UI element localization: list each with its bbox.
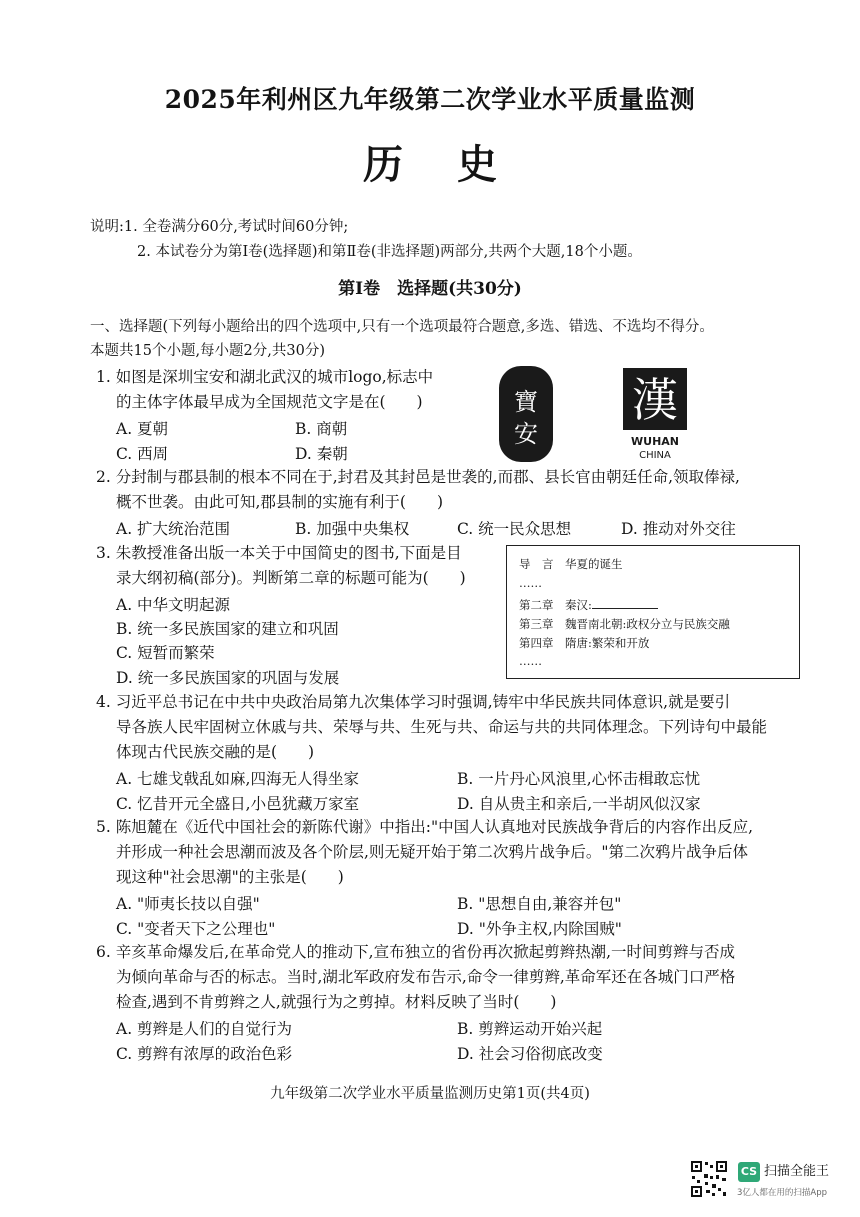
q5-stem-line-1: 5. 陈旭麓在《近代中国社会的新陈代谢》中指出:"中国人认真地对民族战争背后的内容作出反应, [96,818,753,836]
baoan-seal-logo [497,364,555,464]
q1-option-c: C. 西周 [116,445,169,463]
q4-stem-line-1: 4. 习近平总书记在中共中央政治局第九次集体学习时强调,铸牢中华民族共同体意识,就是要引 [96,693,731,711]
toc-row-ellipsis-2: …… [519,654,542,668]
instructions-line-2: 2. 本试卷分为第Ⅰ卷(选择题)和第Ⅱ卷(非选择题)两部分,共两个大题,18个小题。 [137,244,642,260]
q5-option-b: B. "思想自由,兼容并包" [457,895,622,913]
wuhan-logo-glyph: 漢 [632,373,678,427]
q2-option-d: D. 推动对外交往 [621,520,736,538]
q6-stem-line-3: 检查,遇到不肯剪辫之人,就强行为之剪掉。材料反映了当时( ) [116,993,557,1011]
q6-option-c: C. 剪辫有浓厚的政治色彩 [116,1045,293,1063]
q1-option-b: B. 商朝 [295,420,348,438]
toc-row-chapter-4: 第四章 隋唐:繁荣和开放 [519,636,650,650]
table-of-contents-box [506,545,800,679]
q5-option-c: C. "变者天下之公理也" [116,920,276,938]
toc-chapter-2-blank [592,597,658,609]
q2-option-b: B. 加强中央集权 [295,520,410,538]
q3-option-a: A. 中华文明起源 [116,596,231,614]
q1-stem-line-1: 1. 如图是深圳宝安和湖北武汉的城市logo,标志中 [96,368,434,386]
wuhan-logo-caption-2: CHINA [639,450,671,461]
q1-option-a: A. 夏朝 [116,420,169,438]
q2-stem-line-2: 概不世袭。由此可知,郡县制的实施有利于( ) [116,493,444,511]
q6-stem-line-2: 为倾向革命与否的标志。当时,湖北军政府发布告示,命令一律剪辫,革命军还在各城门口严格 [116,968,736,986]
camscanner-name: 扫描全能王 [764,1164,830,1179]
toc-chapter-2-label: 第二章 秦汉: [519,598,592,612]
q2-stem-line-1: 2. 分封制与郡县制的根本不同在于,封君及其封邑是世袭的,而郡、县长官由朝廷任命,领取俸禄, [96,468,740,486]
section-title: 第Ⅰ卷 选择题(共30分) [338,279,522,299]
q1-stem-line-2: 的主体字体最早成为全国规范文字是在( ) [116,393,423,411]
q2-option-a: A. 扩大统治范围 [116,520,231,538]
q3-stem-line-1: 3. 朱教授准备出版一本关于中国简史的图书,下面是目 [96,544,462,562]
q4-option-a: A. 七雄戈戟乱如麻,四海无人得坐家 [116,770,359,788]
q2-option-c: C. 统一民众思想 [457,520,572,538]
toc-row-intro: 导 言 华夏的诞生 [519,557,623,571]
toc-row-chapter-2 [519,597,658,613]
camscanner-logo: CS [738,1162,760,1182]
baoan-seal-glyph-1: 寶 [514,388,538,416]
q6-stem-line-1: 6. 辛亥革命爆发后,在革命党人的推动下,宣布独立的省份再次掀起剪辫热潮,一时间剪辫与否成 [96,943,735,961]
q4-stem-line-2: 导各族人民牢固树立休戚与共、荣辱与共、生死与共、命运与共的共同体理念。下列诗句中最能 [116,718,768,736]
q5-option-d: D. "外争主权,内除国贼" [457,920,622,938]
q6-option-d: D. 社会习俗彻底改变 [457,1045,603,1063]
q3-option-b: B. 统一多民族国家的建立和巩固 [116,620,339,638]
q5-stem-line-3: 现这种"社会思潮"的主张是( ) [116,868,344,886]
page-footer: 九年级第二次学业水平质量监测历史第1页(共4页) [270,1086,590,1102]
section-instructions-2: 本题共15个小题,每小题2分,共30分) [90,343,326,359]
q4-stem-line-3: 体现古代民族交融的是( ) [116,743,315,761]
q5-stem-line-2: 并形成一种社会思潮而波及各个阶层,则无疑开始于第二次鸦片战争后。"第二次鸦片战争后体 [116,843,749,861]
camscanner-tagline: 3亿人都在用的扫描App [737,1188,828,1198]
baoan-seal-glyph-2: 安 [514,420,538,448]
wuhan-logo [615,366,695,466]
q4-option-c: C. 忆昔开元全盛日,小邑犹藏万家室 [116,795,360,813]
q5-option-a: A. "师夷长技以自强" [116,895,260,913]
q3-stem-line-2: 录大纲初稿(部分)。判断第二章的标题可能为( ) [116,569,466,587]
q1-option-d: D. 秦朝 [295,445,348,463]
wuhan-logo-caption-1: WUHAN [631,435,679,448]
qr-code-icon [690,1160,728,1198]
toc-row-ellipsis-1: …… [519,576,542,590]
q3-option-d: D. 统一多民族国家的巩固与发展 [116,669,340,687]
exam-title: 2025年利州区九年级第二次学业水平质量监测 [164,85,696,114]
section-instructions-1: 一、选择题(下列每小题给出的四个选项中,只有一个选项最符合题意,多选、错选、不选均不得分。 [90,319,714,335]
subject-title: 历史 [363,141,551,188]
q4-option-d: D. 自从贵主和亲后,一半胡风似汉家 [457,795,701,813]
q6-option-b: B. 剪辫运动开始兴起 [457,1020,603,1038]
q4-option-b: B. 一片丹心风浪里,心怀击楫敢忘忧 [457,770,701,788]
toc-row-chapter-3: 第三章 魏晋南北朝:政权分立与民族交融 [519,617,730,631]
q6-option-a: A. 剪辫是人们的自觉行为 [116,1020,293,1038]
instructions-line-1: 说明:1. 全卷满分60分,考试时间60分钟; [90,219,349,235]
q3-option-c: C. 短暂而繁荣 [116,644,215,662]
